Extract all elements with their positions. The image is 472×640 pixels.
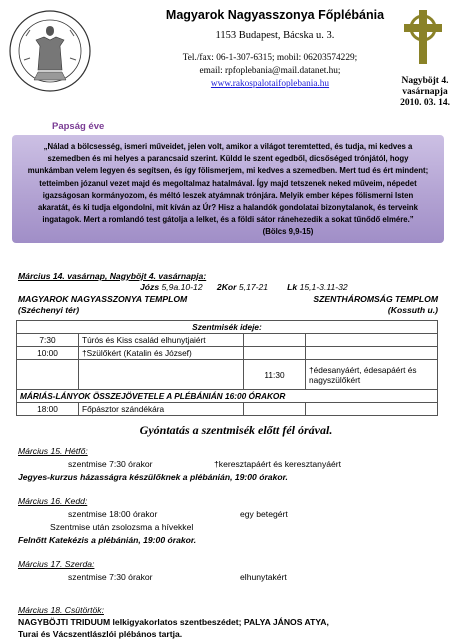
time-cell <box>244 334 306 347</box>
sunday-line-1: Nagyböjt 4. <box>401 76 449 86</box>
church-right-location: (Kossuth u.) <box>387 305 438 315</box>
intent-cell <box>306 334 438 347</box>
parish-title: Magyarok Nagyasszonya Főplébánia <box>165 8 385 22</box>
extra-tuesday: Szentmise után zsolozsma a hívekkel <box>50 522 194 532</box>
reading-1-ref: 5,9a.10-12 <box>161 282 203 292</box>
church-left-location: (Széchenyi tér) <box>18 305 80 315</box>
table-row <box>17 334 438 347</box>
reading-3-book: Lk <box>287 282 298 292</box>
note-monday: Jegyes-kurzus házasságra készülőknek a plébánián, 19:00 órakor. <box>18 472 288 482</box>
mass-schedule-table <box>16 320 438 416</box>
sunday-label <box>382 76 468 109</box>
website-link[interactable]: www.rakospalotaifoplebania.hu <box>210 79 330 89</box>
maria-heading-row <box>17 390 438 403</box>
readings-line <box>140 282 348 292</box>
reading-2-book: 2Kor <box>216 282 237 292</box>
intent-monday: †keresztapáért és keresztanyáért <box>214 459 342 469</box>
time-cell: 10:00 <box>17 347 79 360</box>
mass-heading: Március 14. vasárnap, Nagyböjt 4. vasárnapja: <box>18 271 207 281</box>
day-heading-tuesday: Március 16. Kedd: <box>18 496 88 506</box>
mass-time-tuesday: szentmise 18:00 órakor <box>68 509 158 519</box>
table-caption-row <box>17 321 438 334</box>
intent-cell: Túrós és Kiss család elhunytjaiért <box>79 334 244 347</box>
church-right-name: SZENTHÁROMSÁG TEMPLOM <box>313 294 438 304</box>
time-cell: 11:30 <box>244 360 306 390</box>
section-title: Papság éve <box>52 121 105 132</box>
time-cell: 7:30 <box>17 334 79 347</box>
intent-cell: †Szülőkért (Katalin és József) <box>79 347 244 360</box>
intent-cell <box>79 360 244 390</box>
table-row <box>17 403 438 416</box>
church-right <box>302 294 438 316</box>
triduum-line-1: NAGYBÖJTI TRIDUUM lelkigyakorlatos szentbeszédet; PALYA JÁNOS ATYA, <box>18 617 329 627</box>
reading-3-ref: 15,1-3.11-32 <box>299 282 348 292</box>
sunday-line-2: vasárnapja <box>402 87 448 97</box>
reading-1-book: Józs <box>140 282 160 292</box>
empty-cell <box>306 403 438 416</box>
day-heading-thursday: Március 18. Csütörtök: <box>18 605 104 615</box>
quote-box <box>12 135 444 243</box>
mass-time-wednesday: szentmise 7:30 órakor <box>68 572 153 582</box>
quote-body: „Nálad a bölcsesség, ismeri műveidet, jelen volt, amikor a világot teremtetted, és tudja, mi kedves a szemedben és mi helyes a parancsaid szerint. Küldd le szent egedből, dicsőséged trónjától, hogy munkámban velem legyen és segítsen, és így fölismerjem, mi kedves a szemedben. Mert tud és ért mindent; tetteimben józanul vezet majd és megoltalmaz hatalmával. Így majd tetszenek neked műveim, népedet igazságosan kormányozom, és méltó leszek atyámnak trónjára. Melyik ember képes fölismerni Isten akaratát, és ki tudja elgondolni, mit kíván az Úr? Hisz a halandók gondolatai bizonytalanok, és terveink ingatagok. Mert a romlandó test gátolja a lelket, és a földi sátor ránehezedik a sokat tűnődő elmére.” <box>27 142 429 225</box>
table-caption: Szentmisék ideje: <box>17 321 438 334</box>
sunday-date: 2010. 03. 14. <box>400 98 450 108</box>
intent-wednesday: elhunytakért <box>240 572 287 582</box>
phone-line: Tel./fax: 06-1-307-6315; mobil: 06203574229; <box>182 53 358 63</box>
time-cell <box>17 360 79 390</box>
quote-source: (Bölcs 9,9-15) <box>262 227 314 237</box>
day-heading-wednesday: Március 17. Szerda: <box>18 559 95 569</box>
confession-note: Gyóntatás a szentmisék előtt fél órával. <box>139 423 333 437</box>
church-left-name: MAGYAROK NAGYASSZONYA TEMPLOM <box>18 294 188 304</box>
email-line: email: rpfoplebania@mail.datanet.hu; <box>199 66 341 76</box>
reading-2-ref: 5,17-21 <box>238 282 269 292</box>
quote-text <box>26 141 430 239</box>
parish-seal-logo <box>8 6 92 96</box>
intent-tuesday: egy betegért <box>240 509 288 519</box>
time-cell: 18:00 <box>17 403 79 416</box>
time-cell <box>244 347 306 360</box>
triduum-line-2: Turai és Vácszentlászlói plébános tartja. <box>18 629 183 639</box>
table-row <box>17 347 438 360</box>
table-row <box>17 360 438 390</box>
mass-time-monday: szentmise 7:30 órakor <box>68 459 153 469</box>
church-left <box>18 294 187 316</box>
day-heading-monday: Március 15. Hétfő: <box>18 446 88 456</box>
intent-cell: Főpásztor szándékára <box>79 403 244 416</box>
empty-cell <box>244 403 306 416</box>
intent-cell: †édesanyáért, édesapáért és nagyszülőkért <box>306 360 438 390</box>
parish-address: 1153 Budapest, Bácska u. 3. <box>215 30 335 41</box>
maria-heading: MÁRIÁS-LÁNYOK ÖSSZEJÖVETELE A PLÉBÁNIÁN 16:00 ÓRAKOR <box>17 390 438 403</box>
note-tuesday: Felnőtt Katekézis a plébánián, 19:00 órakor. <box>18 535 197 545</box>
intent-cell <box>306 347 438 360</box>
contact-block <box>120 52 420 91</box>
